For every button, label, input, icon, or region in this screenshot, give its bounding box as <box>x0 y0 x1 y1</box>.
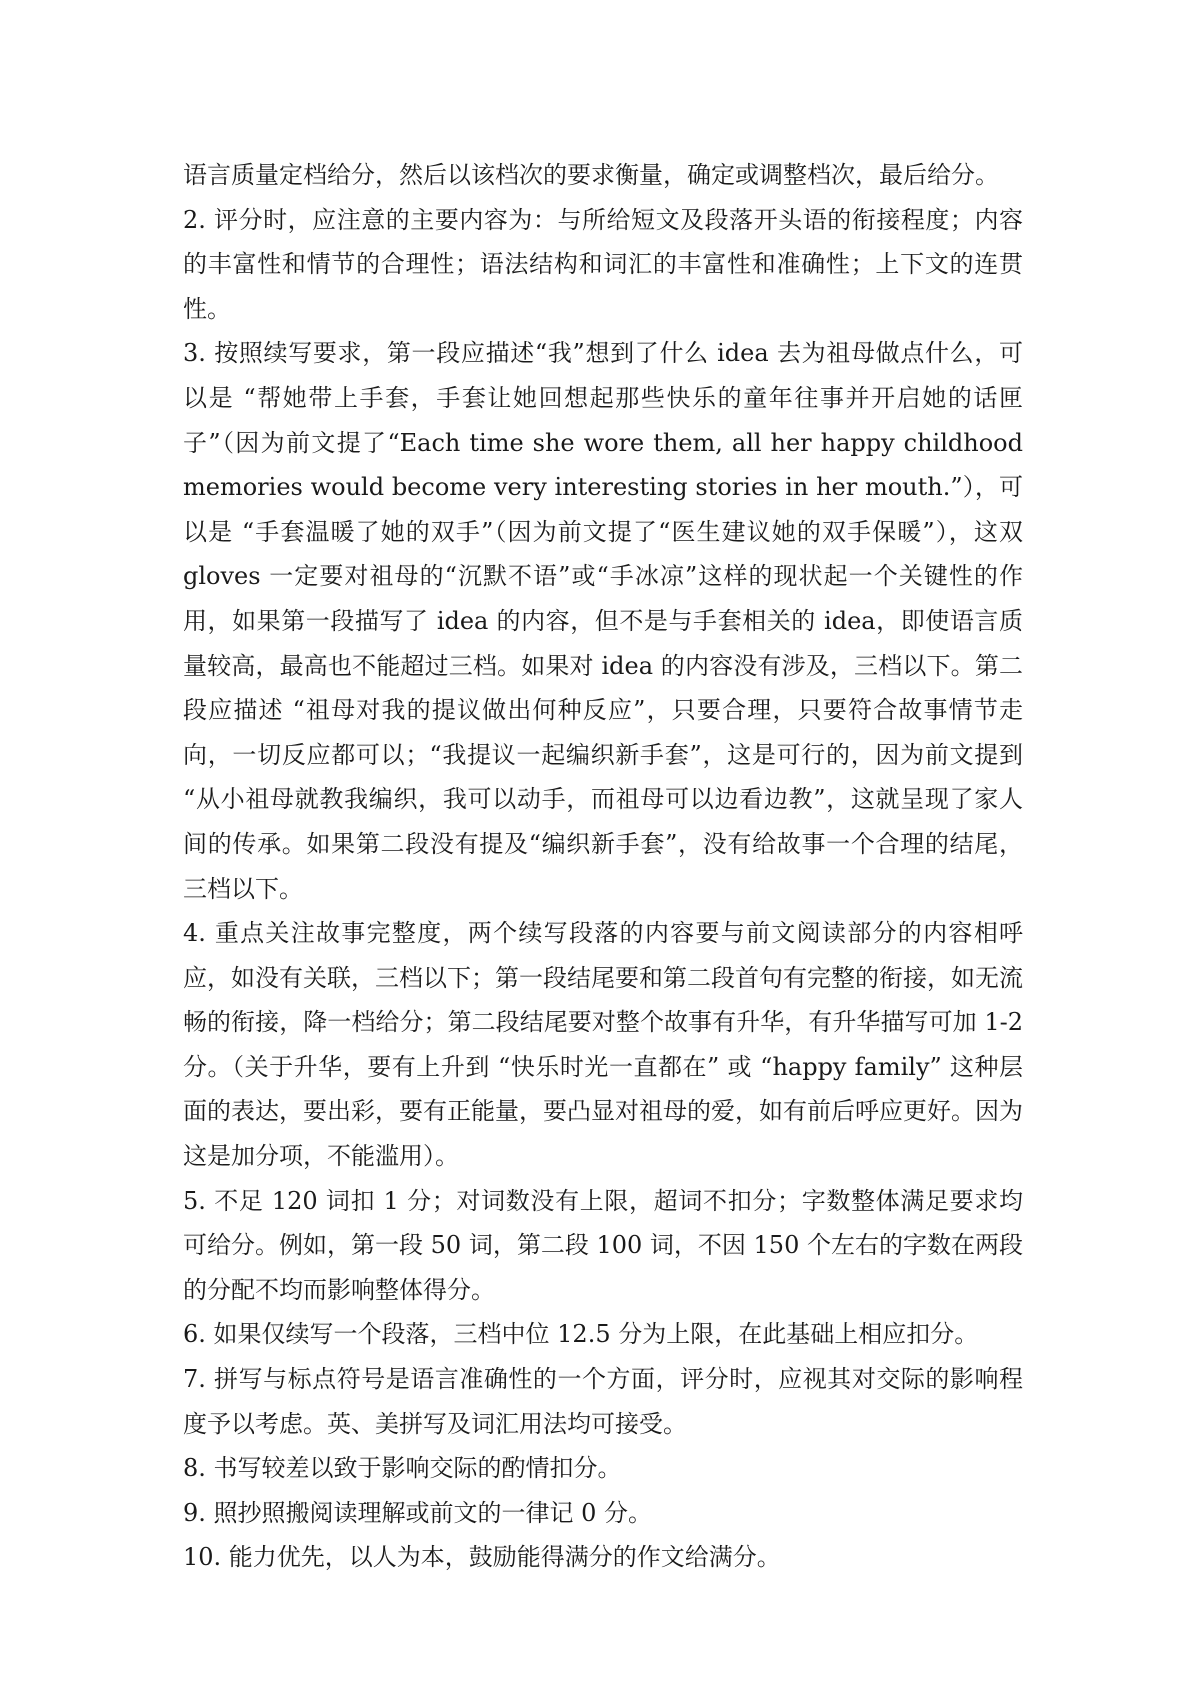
paragraph-continuation: 语言质量定档给分，然后以该档次的要求衡量，确定或调整档次，最后给分。 <box>183 161 999 189</box>
paragraph-item-9: 9. 照抄照搬阅读理解或前文的一律记 0 分。 <box>183 1498 653 1527</box>
scoring-notes <box>183 153 1023 1580</box>
paragraph-item-5: 5. 不足 120 词扣 1 分；对词数没有上限，超词不扣分；字数整体满足要求均可给分。例如，第一段 50 词，第二段 100 词，不因 150 个左右的字数在两段的分配不均而影响整体得分。 <box>183 1186 1023 1304</box>
paragraph-item-6: 6. 如果仅续写一个段落，三档中位 12.5 分为上限，在此基础上相应扣分。 <box>183 1320 979 1349</box>
paragraph-item-3: 3. 按照续写要求，第一段应描述“我”想到了什么 idea 去为祖母做点什么，可以是 “帮她带上手套，手套让她回想起那些快乐的童年往事并开启她的话匣子”（因为前文提了“Each time she wore them, all her happy childhood memories would become very interesting stories in her mouth.”），可以是 “手套温暖了她的双手”（因为前文提了“医生建议她的双手保暖”），这双 gloves 一定要对祖母的“沉默不语”或“手冰凉”这样的现状起一个关键性的作用，如果第一段描写了 idea 的内容，但不是与手套相关的 idea，即使语言质量较高，最高也不能超过三档。如果对 idea 的内容没有涉及，三档以下。第二段应描述 “祖母对我的提议做出何种反应”，只要合理，只要符合故事情节走向，一切反应都可以；“我提议一起编织新手套”，这是可行的，因为前文提到 “从小祖母就教我编织，我可以动手，而祖母可以边看边教”，这就呈现了家人间的传承。如果第二段没有提及“编织新手套”，没有给故事一个合理的结尾，三档以下。 <box>183 339 1023 903</box>
paragraph-item-8: 8. 书写较差以致于影响交际的酌情扣分。 <box>183 1454 622 1483</box>
paragraph-item-7: 7. 拼写与标点符号是语言准确性的一个方面，评分时，应视其对交际的影响程度予以考虑。英、美拼写及词汇用法均可接受。 <box>183 1365 1023 1438</box>
paragraph-item-10: 10. 能力优先，以人为本，鼓励能得满分的作文给满分。 <box>183 1543 781 1572</box>
paragraph-item-2: 2. 评分时，应注意的主要内容为：与所给短文及段落开头语的衔接程度；内容的丰富性和情节的合理性；语法结构和词汇的丰富性和准确性；上下文的连贯性。 <box>183 205 1023 323</box>
paragraph-item-4: 4. 重点关注故事完整度，两个续写段落的内容要与前文阅读部分的内容相呼应，如没有关联，三档以下；第一段结尾要和第二段首句有完整的衔接，如无流畅的衔接，降一档给分；第二段结尾要对整个故事有升华，有升华描写可加 1-2 分。（关于升华，要有上升到 “快乐时光一直都在” 或 “happy family” 这种层面的表达，要出彩，要有正能量，要凸显对祖母的爱，如有前后呼应更好。因为这是加分项，不能滥用）。 <box>183 919 1023 1171</box>
